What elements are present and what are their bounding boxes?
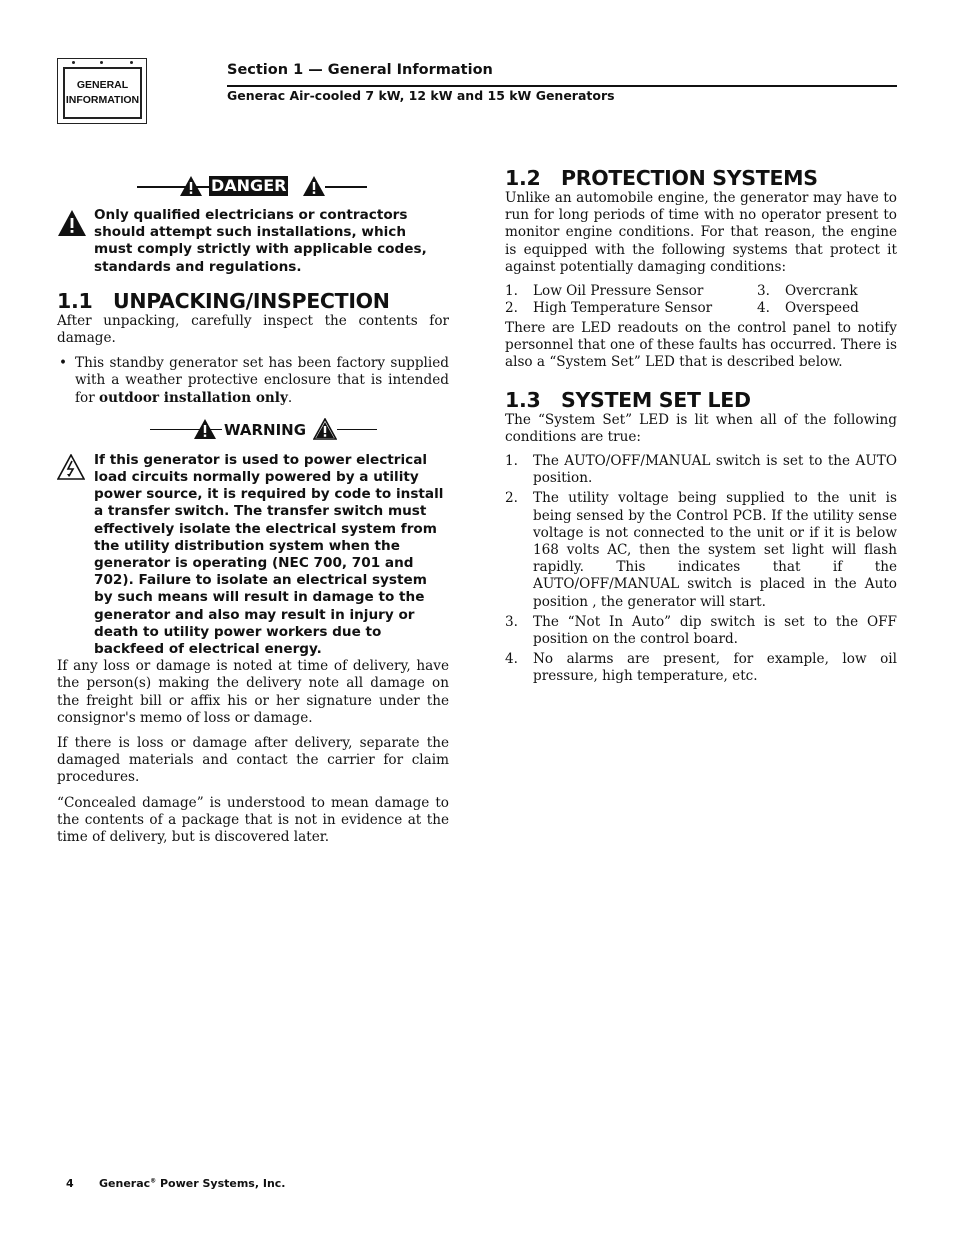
section-tab-badge bbox=[57, 58, 147, 124]
list-text: Low Oil Pressure Sensor bbox=[533, 283, 704, 300]
paragraph: The “System Set” LED is lit when all of the following conditions are true: bbox=[505, 411, 897, 445]
protection-list bbox=[505, 283, 897, 316]
list-text: Overcrank bbox=[785, 283, 858, 300]
list-item bbox=[757, 300, 897, 317]
bullet-item bbox=[57, 355, 449, 407]
rivet-dot bbox=[130, 61, 133, 64]
list-item bbox=[505, 614, 897, 648]
section-title: Section 1 — General Information bbox=[227, 62, 493, 78]
rule-line bbox=[325, 186, 367, 188]
rivet-dot bbox=[100, 61, 103, 64]
danger-label: DANGER bbox=[211, 176, 287, 195]
page-number: 4 bbox=[66, 1177, 74, 1190]
tab-line-1: GENERAL bbox=[76, 79, 129, 91]
warning-message bbox=[57, 452, 449, 658]
list-text: No alarms are present, for example, low oil pressure, high temperature, etc. bbox=[533, 651, 897, 685]
list-number: 3. bbox=[757, 283, 770, 300]
rivet-dot bbox=[72, 61, 75, 64]
danger-signal bbox=[57, 172, 449, 200]
rule-line bbox=[337, 429, 377, 431]
bullet-emphasis: outdoor installation only bbox=[99, 389, 288, 406]
list-text: The utility voltage being supplied to the unit is being sensed by the Control PCB. If the utility sense voltage is not connected to the unit or if it is below 168 volts AC, then the system set light will flash rapidly. This indicates that if the AUTO/OFF/MANUAL switch is placed in the Auto position , the generator will start. bbox=[533, 490, 897, 610]
list-number: 4. bbox=[757, 299, 770, 316]
section-tab-frame bbox=[63, 67, 142, 119]
paragraph: If there is loss or damage after delivery, separate the damaged materials and contact the carrier for claim procedures. bbox=[57, 735, 449, 786]
header-rule bbox=[227, 85, 897, 87]
warning-triangle-icon bbox=[313, 418, 337, 440]
warning-triangle-icon bbox=[57, 209, 87, 237]
paragraph: If any loss or damage is noted at time of delivery, have the person(s) making the delivery note all damage on the freight bill or affix his or her signature under the consignor's memo of loss or damage. bbox=[57, 658, 449, 726]
list-text: The AUTO/OFF/MANUAL switch is set to the AUTO position. bbox=[533, 453, 897, 487]
list-number: 2. bbox=[505, 299, 518, 316]
section-number: 1.3 bbox=[505, 387, 541, 412]
bullet-text: This standby generator set has been factory supplied with a weather protective enclosure that is intended for bbox=[75, 355, 449, 406]
tab-line-2: INFORMATION bbox=[65, 94, 140, 106]
electric-hazard-icon bbox=[57, 454, 85, 480]
paragraph: “Concealed damage” is understood to mean damage to the contents of a package that is not in evidence at the time of delivery, but is discovered later. bbox=[57, 794, 449, 846]
list-number: 1. bbox=[505, 453, 518, 470]
paragraph: Unlike an automobile engine, the generator may have to run for long periods of time with no operator present to monitor engine conditions. For that reason, the engine is equipped with the following systems that protect it against potentially damaging conditions: bbox=[505, 190, 897, 275]
right-column bbox=[505, 166, 897, 686]
section-title-text: SYSTEM SET LED bbox=[561, 387, 751, 412]
section-tab-label bbox=[66, 78, 139, 108]
registered-mark: ® bbox=[150, 1177, 157, 1185]
list-item bbox=[505, 490, 897, 610]
section-heading bbox=[505, 166, 897, 190]
warning-label: WARNING bbox=[224, 420, 307, 439]
list-item bbox=[505, 453, 897, 487]
list-number: 4. bbox=[505, 651, 518, 668]
section-title-text: PROTECTION SYSTEMS bbox=[561, 166, 818, 190]
list-item bbox=[505, 651, 897, 685]
conditions-list bbox=[505, 453, 897, 686]
list-text: Overspeed bbox=[785, 299, 859, 316]
section-number: 1.2 bbox=[505, 166, 541, 190]
paragraph: After unpacking, carefully inspect the contents for damage. bbox=[57, 312, 449, 347]
list-item bbox=[505, 300, 757, 317]
company-name-rest: Power Systems, Inc. bbox=[156, 1177, 286, 1190]
page-subtitle: Generac Air-cooled 7 kW, 12 kW and 15 kW Generators bbox=[227, 88, 615, 103]
bullet-dot: • bbox=[59, 355, 68, 372]
warning-text: If this generator is used to power electrical load circuits normally powered by a utility power source, it is required by code to install a transfer switch. The transfer switch must effectively isolate the electrical system from the utility distribution system when the generator is operating (NEC 700, 701 and 702). Failure to isolate an electrical system by such means will result in damage to the generator and also may result in injury or death to utility power workers due to backfeed of electrical energy. bbox=[94, 451, 444, 658]
left-column bbox=[57, 172, 449, 846]
list-item bbox=[505, 283, 757, 300]
list-number: 1. bbox=[505, 283, 518, 300]
company-name: Generac bbox=[99, 1177, 151, 1190]
list-number: 2. bbox=[505, 490, 518, 507]
paragraph: There are LED readouts on the control panel to notify personnel that one of these faults has occurred. There is also a “System Set” LED that is described below. bbox=[505, 320, 897, 371]
list-item bbox=[757, 283, 897, 300]
section-heading bbox=[57, 289, 449, 313]
page-footer bbox=[66, 1177, 285, 1190]
warning-signal bbox=[57, 415, 449, 443]
warning-triangle-icon bbox=[302, 175, 326, 197]
section-number: 1.1 bbox=[57, 288, 93, 313]
section-heading bbox=[505, 388, 897, 412]
list-number: 3. bbox=[505, 613, 518, 630]
danger-message bbox=[57, 207, 449, 276]
list-text: High Temperature Sensor bbox=[533, 299, 713, 316]
warning-triangle-icon bbox=[179, 175, 203, 197]
warning-triangle-icon bbox=[193, 418, 217, 440]
danger-text: Only qualified electricians or contractors should attempt such installations, which must comply strictly with applicable codes, standards and regulations. bbox=[94, 207, 427, 275]
list-text: The “Not In Auto” dip switch is set to the OFF position on the control board. bbox=[533, 613, 897, 648]
bullet-text-end: . bbox=[287, 389, 293, 406]
section-title-text: UNPACKING/INSPECTION bbox=[113, 288, 390, 313]
